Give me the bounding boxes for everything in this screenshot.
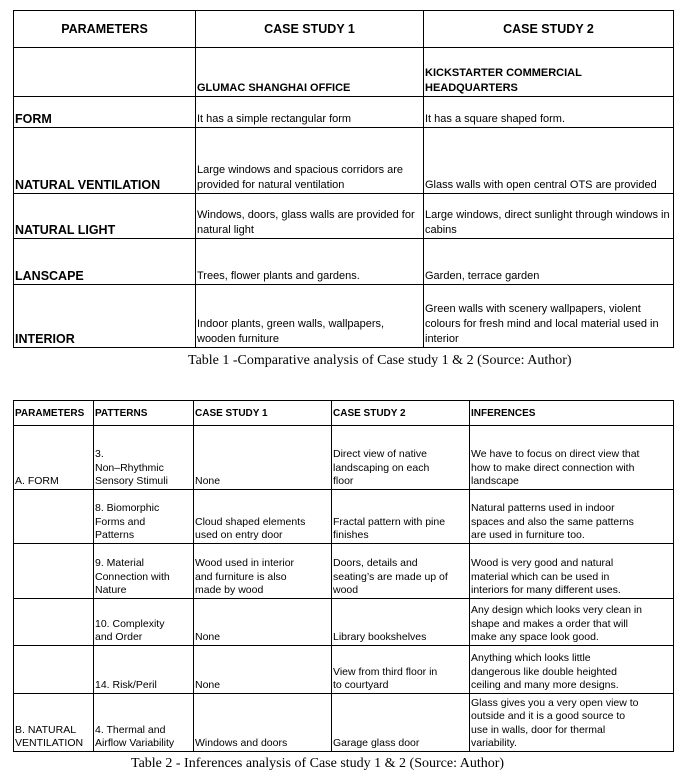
inference-cell: Anything which looks little dangerous like double heighted ceiling and many more designs.	[470, 646, 674, 694]
case-study-2-cell: Glass walls with open central OTS are provided	[424, 128, 674, 194]
parameter-cell: NATURAL VENTILATION	[14, 128, 196, 194]
case-study-2-cell: Library bookshelves	[332, 599, 470, 646]
comparative-analysis-table	[13, 10, 674, 348]
table-row	[14, 426, 674, 490]
pattern-cell: 4. Thermal and Airflow Variability	[94, 694, 194, 752]
pattern-cell: 8. Biomorphic Forms and Patterns	[94, 490, 194, 544]
column-header-parameters: PARAMETERS	[14, 401, 94, 426]
table-row	[14, 239, 674, 285]
table-header-row	[14, 401, 674, 426]
parameter-cell: NATURAL LIGHT	[14, 194, 196, 239]
table-row	[14, 544, 674, 599]
case-study-1-cell: Cloud shaped elements used on entry door	[194, 490, 332, 544]
table-row	[14, 490, 674, 544]
case-study-1-cell: None	[194, 426, 332, 490]
case-study-2-cell: Doors, details and seating’s are made up of wood	[332, 544, 470, 599]
inference-cell: We have to focus on direct view that how to make direct connection with landscape	[470, 426, 674, 490]
table-row	[14, 194, 674, 239]
table-row	[14, 48, 674, 97]
parameter-cell	[14, 490, 94, 544]
table-row	[14, 285, 674, 348]
table-row	[14, 128, 674, 194]
parameter-cell	[14, 646, 94, 694]
case-study-1-cell: Wood used in interior and furniture is also made by wood	[194, 544, 332, 599]
case-study-1-cell: It has a simple rectangular form	[196, 97, 424, 128]
column-header-patterns: PATTERNS	[94, 401, 194, 426]
case-study-1-name: GLUMAC SHANGHAI OFFICE	[196, 48, 424, 97]
parameter-cell: LANSCAPE	[14, 239, 196, 285]
case-study-2-cell: Large windows, direct sunlight through windows in cabins	[424, 194, 674, 239]
table-row	[14, 97, 674, 128]
case-study-1-cell: Large windows and spacious corridors are provided for natural ventilation	[196, 128, 424, 194]
parameter-cell: B. NATURAL VENTILATION	[14, 694, 94, 752]
case-study-2-cell: Garden, terrace garden	[424, 239, 674, 285]
column-header-inferences: INFERENCES	[470, 401, 674, 426]
column-header-parameters: PARAMETERS	[14, 11, 196, 48]
inferences-analysis-table	[13, 400, 674, 752]
case-study-1-cell: Indoor plants, green walls, wallpapers, wooden furniture	[196, 285, 424, 348]
column-header-case-study-2: CASE STUDY 2	[332, 401, 470, 426]
table-row	[14, 694, 674, 752]
inference-cell: Glass gives you a very open view to outside and it is a good source to use in walls, door for thermal variability.	[470, 694, 674, 752]
parameter-cell	[14, 544, 94, 599]
case-study-2-cell: It has a square shaped form.	[424, 97, 674, 128]
inference-cell: Any design which looks very clean in shape and makes a order that will make any space look good.	[470, 599, 674, 646]
pattern-cell: 3. Non–Rhythmic Sensory Stimuli	[94, 426, 194, 490]
case-study-1-cell: Windows and doors	[194, 694, 332, 752]
column-header-case-study-1: CASE STUDY 1	[194, 401, 332, 426]
parameter-cell: FORM	[14, 97, 196, 128]
table-row	[14, 599, 674, 646]
column-header-case-study-2: CASE STUDY 2	[424, 11, 674, 48]
case-study-2-cell: Direct view of native landscaping on each floor	[332, 426, 470, 490]
parameter-cell: INTERIOR	[14, 285, 196, 348]
inference-cell: Natural patterns used in indoor spaces and also the same patterns are used in furniture too.	[470, 490, 674, 544]
case-study-2-cell: View from third floor in to courtyard	[332, 646, 470, 694]
pattern-cell: 9. Material Connection with Nature	[94, 544, 194, 599]
case-study-1-cell: Windows, doors, glass walls are provided for natural light	[196, 194, 424, 239]
inference-cell: Wood is very good and natural material which can be used in interiors for many different uses.	[470, 544, 674, 599]
case-study-2-cell: Fractal pattern with pine finishes	[332, 490, 470, 544]
column-header-case-study-1: CASE STUDY 1	[196, 11, 424, 48]
table-row	[14, 646, 674, 694]
case-study-2-name: KICKSTARTER COMMERCIAL HEADQUARTERS	[424, 48, 674, 97]
case-study-1-cell: Trees, flower plants and gardens.	[196, 239, 424, 285]
case-study-1-cell: None	[194, 599, 332, 646]
pattern-cell: 14. Risk/Peril	[94, 646, 194, 694]
case-study-2-cell: Garage glass door	[332, 694, 470, 752]
pattern-cell: 10. Complexity and Order	[94, 599, 194, 646]
table-2-caption: Table 2 - Inferences analysis of Case study 1 & 2 (Source: Author)	[131, 756, 505, 771]
parameter-cell: A. FORM	[14, 426, 94, 490]
case-study-2-cell: Green walls with scenery wallpapers, violent colours for fresh mind and local material used in interior	[424, 285, 674, 348]
parameter-cell	[14, 599, 94, 646]
case-study-1-cell: None	[194, 646, 332, 694]
parameter-cell	[14, 48, 196, 97]
table-header-row	[14, 11, 674, 48]
table-1-caption: Table 1 -Comparative analysis of Case study 1 & 2 (Source: Author)	[188, 353, 572, 368]
